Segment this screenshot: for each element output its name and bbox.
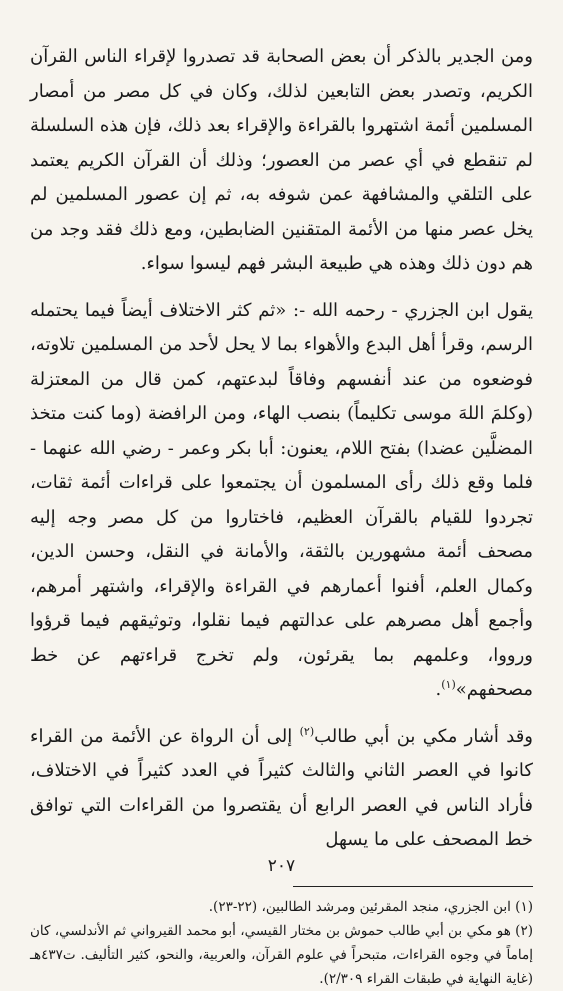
page-number: ٢٠٧ — [267, 856, 296, 876]
paragraph-2: يقول ابن الجزري - رحمه الله -: «ثم كثر الاختلاف أيضاً فيما يحتمله الرسم، وقرأ أهل البدع والأهواء بما لا يحل لأحد من المسلمين تلاوته، فوضعوه من عند أنفسهم وفاقاً لبدعتهم، كمن قال من المعتزلة (وكلمَ اللهَ موسى تكليماً) بنصب الهاء، ومن الرافضة (وما كنت متخذ المضلَّين عضدا) بفتح اللام، يعنون: أبا بكر وعمر - رضي الله عنهما - فلما وقع ذلك رأى المسلمون أن يجتمعوا على قراءات أئمة ثقات، تجردوا للقيام بالقرآن العظيم، فاختاروا من كل مصر وجه إليه مصحف أئمة مشهورين بالثقة، والأمانة في النقل، وحسن الدين، وكمال العلم، أفنوا أعمارهم في القراءة والإقراء، واشتهر أمرهم، وأجمع أهل مصرهم على عدالتهم فيما نقلوا، وتوثيقهم فيما قرؤوا ورووا، وعلمهم بما يقرئون، ولم تخرج قراءتهم عن خط مصحفهم»$^{(١)}$. — [30, 299, 533, 700]
footnote-2: (٢) هو مكي بن أبي طالب حموش بن مختار القيسي، أبو محمد القيرواني ثم الأندلسي، كان إماماً في وجوه القراءات، متبحراً في علوم القرآن، والعربية، والنحو، كثير التأليف. ت٤٣٧هـ (غاية النهاية في طبقات القراء ٢/٣٠٩). — [30, 922, 533, 987]
paragraph-3 — [30, 720, 533, 858]
paragraph-1: ومن الجدير بالذكر أن بعض الصحابة قد تصدروا لإقراء الناس القرآن الكريم، وتصدر بعض التابعين لذلك، وكان في كل مصر من أمصار المسلمين أئمة اشتهروا بالقراءة والإقراء بعد ذلك، فإن هذه السلسلة لم تنقطع في أي عصر من العصور؛ وذلك أن القرآن الكريم يعتمد على التلقي والمشافهة عمن شوفه به، ثم إن عصور المسلمين لم يخل عصر منها من الأئمة المتقنين الضابطين، ومع ذلك فقد وجد من هم دون ذلك وهذه هي طبيعة البشر فهم ليسوا سواء. — [30, 46, 533, 274]
body-text — [30, 40, 533, 858]
footnote-separator — [293, 886, 533, 887]
footnotes — [30, 895, 533, 991]
paragraph-3-text-a: وقد أشار مكي بن أبي طالب — [314, 725, 533, 747]
footnote-1: (١) ابن الجزري، منجد المقرئين ومرشد الطالبين، (٢٢-٢٣). — [208, 898, 533, 915]
paragraph-3-text-b: إلى أن الرواة عن الأئمة من القراء كانوا في العصر الثاني والثالث كثيراً في العدد كثيراً في الاختلاف، فأراد الناس في العصر الرابع أن يقتصروا من القراءات التي توافق خط المصحف على ما يسهل — [30, 725, 533, 850]
footnote-ref-2: (٢) — [299, 724, 315, 738]
paragraph-2-text: يقول ابن الجزري - رحمه الله -: «ثم كثر الاختلاف أيضاً فيما يحتمله الرسم، وقرأ أهل البدع والأهواء بما لا يحل لأحد من المسلمين تلاوته، فوضعوه من عند أنفسهم وفاقاً لبدعتهم، كمن قال من المعتزلة (وكلمَ اللهَ موسى تكليماً) بنصب الهاء، ومن الرافضة (وما كنت متخذ المضلَّين عضدا) بفتح اللام، يعنون: أبا بكر وعمر - رضي الله عنهما - فلما وقع ذلك رأى المسلمون أن يجتمعوا على قراءات أئمة ثقات، تجردوا للقيام بالقرآن العظيم، فاختاروا من كل مصر وجه إليه مصحف أئمة مشهورين بالثقة، والأمانة في النقل، وحسن الدين، وكمال العلم، أفنوا أعمارهم في القراءة والإقراء، واشتهر أمرهم، وأجمع أهل مصرهم على عدالتهم فيما نقلوا، وتوثيقهم فيما قرؤوا ورووا، وعلمهم بما يقرئون، ولم تخرج قراءتهم عن خط مصحفهم» — [30, 299, 533, 700]
footnote-ref-1: (١) — [441, 678, 456, 691]
